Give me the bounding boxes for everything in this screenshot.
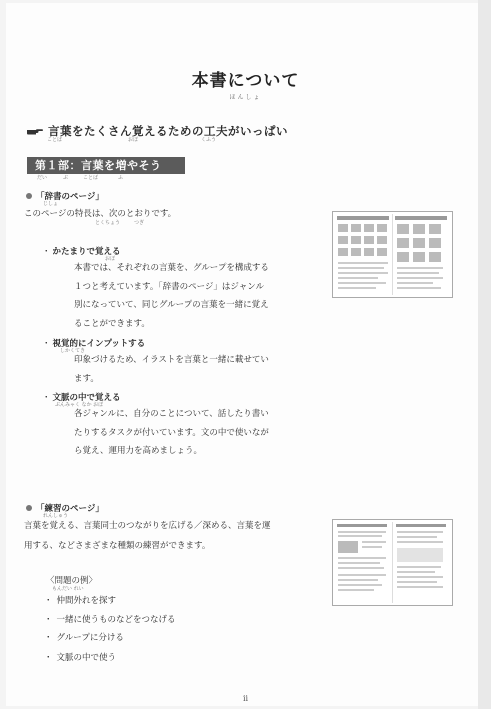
example-item: ・ 文脈の中で使う [44,651,116,663]
text-line: 各ジャンルに、自分のことについて、話したり書い [74,409,269,419]
text-line: ら覚え、運用力を高めましょう。 [74,446,203,456]
section-bar-ruby: ふ [118,175,124,181]
jisho-heading-ruby: じしょ [43,201,59,207]
section-bar-ruby: だい [37,175,48,181]
jisho-item-title: ・ 視覚的にインプットする [42,337,145,349]
page-edge-shadow [478,0,491,709]
renshu-heading-text: 「練習のページ」 [36,504,104,514]
main-heading-ruby: ことば [47,137,63,143]
text-line: 用する、などさまざまな種類の練習ができます。 [24,541,211,551]
page-title: 本書について [191,71,300,91]
section-bar-ruby: ぶ [63,175,69,181]
main-heading-ruby: おぼ [128,137,139,143]
jisho-item-title-ruby: ぶんみゃく なか おぼ [55,402,104,408]
jisho-item-text [74,259,269,333]
example-item: ・ 仲間外れを探す [44,594,116,606]
jisho-item-title: ・ かたまりで覚える [42,245,121,257]
practice-page-thumbnail-image [333,520,452,605]
practice-page-thumbnail [332,519,453,606]
main-heading-text: 言葉をたくさん覚えるための工夫がいっぱい [48,124,288,138]
jisho-heading [26,190,104,202]
example-item: ・ グループに分ける [44,631,124,643]
pointing-hand-icon [26,126,44,136]
dictionary-page-thumbnail-image [333,212,452,297]
text-line: ます。 [74,373,99,384]
text-line: たりするタスクが付いています。文の中で使いなが [74,427,269,438]
example-title: 〈問題の例〉 [46,576,98,586]
bullet-dot-icon [26,505,32,511]
main-heading-ruby: くふう [201,137,217,143]
jisho-item-title-ruby: しかくてき [60,348,86,354]
bullet-dot-icon [26,193,32,199]
jisho-item-title-ruby: おぼ [105,256,116,262]
jisho-intro-ruby: とくちょう [95,220,121,226]
jisho-heading-text: 「辞書のページ」 [36,192,104,202]
example-item: ・ 一緒に使うものなどをつなげる [44,613,176,625]
title-block [0,66,491,101]
text-line: ることができます。 [74,318,150,329]
jisho-item-text [74,405,269,461]
jisho-item-text [74,351,269,388]
section-bar: 第１部：言葉を増やそう [27,157,185,174]
text-line: 言葉を覚える、言葉同士のつながりを広げる／深める、言葉を運 [24,521,271,531]
main-heading [26,123,288,139]
renshu-heading-ruby: れんしゅう [43,513,69,519]
section-bar-ruby: ことば [83,175,99,181]
text-line: 本書では、それぞれの言葉を、グループを構成する [74,263,269,273]
text-line: 別になっていて、同じグループの言葉を一緒に覚え [74,300,269,310]
jisho-intro-ruby: つぎ [134,220,145,226]
page-number: ii [242,694,249,703]
text-line: 印象づけるため、イラストを言葉と一緒に載せてい [74,355,269,365]
jisho-item-title: ・ 文脈の中で覚える [42,391,121,403]
page-title-ruby: ほんしょ [229,94,262,101]
text-line: １つと考えています。「辞書のページ」はジャンル [74,281,265,292]
example-title-ruby: もんだい れい [52,586,84,592]
jisho-intro: このページの特長は、次のとおりです。 [24,209,177,219]
renshu-text [24,516,271,556]
dictionary-page-thumbnail [332,211,453,298]
